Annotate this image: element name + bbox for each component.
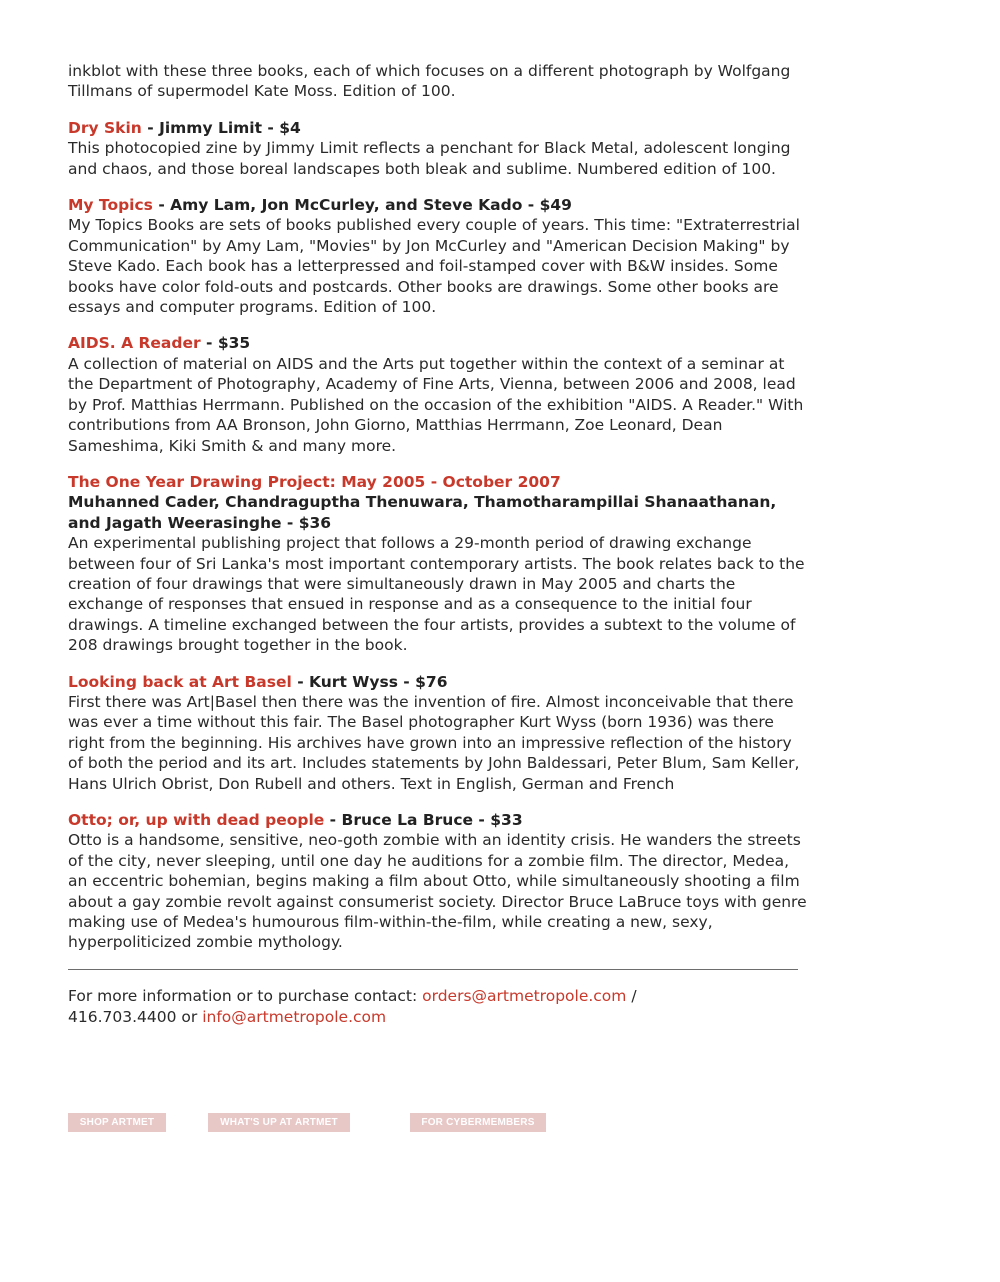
catalog-entry-aids-a-reader — [68, 333, 808, 455]
entry-heading — [68, 810, 808, 830]
intro-paragraph: inkblot with these three books, each of which focuses on a different photograph by Wolfgang Tillmans of supermodel Kate Moss. Edition of 100. — [68, 62, 791, 101]
catalog-entry-one-year-drawing-project — [68, 472, 808, 656]
entry-credit: Muhanned Cader, Chandraguptha Thenuwara, Thamotharampillai Shanaathanan, and Jagath Weerasinghe - $36 — [68, 493, 777, 532]
entry-heading — [68, 672, 808, 692]
catalog-entry-my-topics — [68, 195, 808, 317]
entry-title: The One Year Drawing Project: May 2005 - October 2007 — [68, 472, 561, 491]
catalog-entry-dry-skin — [68, 118, 808, 179]
entry-description: An experimental publishing project that follows a 29-month period of drawing exchange between four of Sri Lanka's most important contemporary artists. The book relates back to the creation of four drawings that were simultaneously drawn in May 2005 and charts the exchange of responses that ensued in response and as a consequence to the initial four drawings. A timeline exchanged between the four artists, provides a subtext to the volume of 208 drawings brought together in the book. — [68, 534, 805, 655]
divider-rule — [68, 969, 798, 970]
entry-credit: - Kurt Wyss - $76 — [291, 672, 448, 691]
entry-credit: - $35 — [200, 334, 251, 353]
entry-credit: - Jimmy Limit - $4 — [141, 118, 301, 137]
entry-heading — [68, 333, 808, 353]
entry-description: Otto is a handsome, sensitive, neo-goth zombie with an identity crisis. He wanders the streets of the city, never sleeping, until one day he auditions for a zombie film. The director, Medea, an eccentric bohemian, begins making a film about Otto, while simultaneously shooting a film about a gay zombie revolt against consumerist society. Director Bruce LaBruce toys with genre making use of Medea's humourous film-within-the-film, while creating a new, sexy, hyperpoliticized zombie mythology. — [68, 831, 807, 952]
entry-title: Looking back at Art Basel — [68, 672, 292, 691]
shop-artmet-button[interactable]: SHOP ARTMET — [68, 1113, 166, 1132]
entry-heading — [68, 195, 808, 215]
entry-credit: - Bruce La Bruce - $33 — [324, 811, 523, 829]
contact-info — [68, 986, 808, 1028]
info-email-link[interactable]: info@artmetropole.com — [202, 1007, 387, 1026]
entry-heading — [68, 472, 808, 492]
footer-nav — [68, 1113, 568, 1132]
catalog-entry-looking-back-art-basel — [68, 672, 808, 794]
entry-description: A collection of material on AIDS and the Arts put together within the context of a seminar at the Department of Photography, Academy of Fine Arts, Vienna, between 2006 and 2008, lead by Prof. Matthias Herrmann. Published on the occasion of the exhibition "AIDS. A Reader." With contributions from AA Bronson, John Giorno, Matthias Herrmann, Zoe Leonard, Dean Sameshima, Kiki Smith & and many more. — [68, 354, 804, 455]
contact-separator: / — [626, 986, 637, 1005]
contact-prefix: For more information or to purchase contact: — [68, 986, 423, 1005]
entry-description: First there was Art|Basel then there was the invention of fire. Almost inconceivable that there was ever a time without this fair. The Basel photographer Kurt Wyss (born 1936) was there right from the beginning. His archives have grown into an impressive reflection of the history of both the period and its art. Includes statements by John Baldessari, Peter Blum, Sam Keller, Hans Ulrich Obrist, Don Rubell and others. Text in English, German and French — [68, 692, 800, 793]
entry-title: AIDS. A Reader — [68, 334, 201, 353]
catalog-content — [68, 61, 808, 1028]
whats-up-at-artmet-button[interactable]: WHAT'S UP AT ARTMET — [208, 1113, 350, 1132]
entry-description: My Topics Books are sets of books published every couple of years. This time: "Extraterrestrial Communication" by Amy Lam, "Movies" by Jon McCurley and "American Decision Making" by Steve Kado. Each book has a letterpressed and foil-stamped cover with B&W insides. Some books have color fold-outs and postcards. Other books are drawings. Some other books are essays and computer programs. Edition of 100. — [68, 216, 800, 317]
for-cybermembers-button[interactable]: FOR CYBERMEMBERS — [410, 1113, 546, 1132]
entry-title: Otto; or, up with dead people — [68, 811, 325, 829]
contact-phone: 416.703.4400 or — [68, 1007, 203, 1026]
entry-heading — [68, 118, 808, 138]
orders-email-link[interactable]: orders@artmetropole.com — [422, 986, 627, 1005]
entry-title: My Topics — [68, 196, 153, 215]
entry-credit: - Amy Lam, Jon McCurley, and Steve Kado - $49 — [152, 196, 572, 215]
catalog-entry-otto — [68, 810, 808, 953]
entry-title: Dry Skin — [68, 118, 142, 137]
entry-description: This photocopied zine by Jimmy Limit reflects a penchant for Black Metal, adolescent longing and chaos, and those boreal landscapes both bleak and sublime. Numbered edition of 100. — [68, 139, 791, 178]
